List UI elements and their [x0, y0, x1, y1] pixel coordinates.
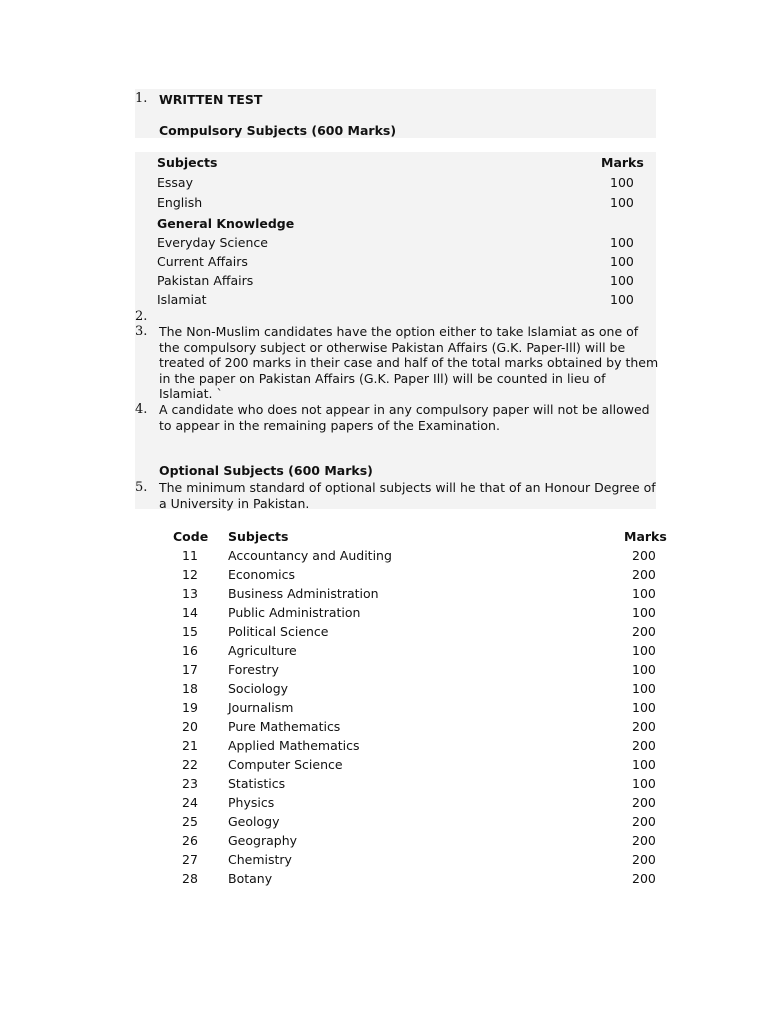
marks-cell: 100 [610, 254, 634, 269]
code-cell: 26 [182, 833, 198, 848]
subject-cell: Pure Mathematics [228, 719, 341, 734]
marks-cell: 200 [632, 852, 656, 867]
subject-cell: Accountancy and Auditing [228, 548, 392, 563]
item-number-4: 4. [135, 402, 148, 417]
marks-cell: 200 [632, 548, 656, 563]
marks-cell: 100 [632, 643, 656, 658]
marks-cell: 200 [632, 624, 656, 639]
subject-cell: Agriculture [228, 643, 297, 658]
code-cell: 11 [182, 548, 198, 563]
subject-cell: Public Administration [228, 605, 361, 620]
code-cell: 25 [182, 814, 198, 829]
compulsory-paper-note: A candidate who does not appear in any compulsory paper will not be allowed to appear in the remaining papers of the Examination. [159, 402, 650, 433]
subject-cell: Economics [228, 567, 296, 582]
non-muslim-note: The Non-Muslim candidates have the option either to take lslamiat as one of the compulsory subject or otherwise Pakistan Affairs (G.K. Paper-Ill) will be treated of 200 marks in their case and half of the total marks obtained by them in the paper on Pakistan Affairs (G.K. Paper Ill) will be counted in lieu of Islamiat. ` [159, 324, 659, 402]
code-cell: 20 [182, 719, 198, 734]
col-header-subjects: Subjects [228, 529, 289, 544]
subject-cell: Essay [157, 175, 193, 190]
subject-cell: Sociology [228, 681, 289, 696]
general-knowledge-heading: General Knowledge [157, 216, 295, 231]
marks-cell: 100 [610, 292, 634, 307]
optional-subjects-heading: Optional Subjects (600 Marks) [159, 463, 373, 478]
subject-cell: Geology [228, 814, 280, 829]
marks-cell: 200 [632, 814, 656, 829]
optional-standard-note: The minimum standard of optional subjects will he that of an Honour Degree of a University in Pakistan. [159, 480, 656, 511]
subject-cell: Current Affairs [157, 254, 248, 269]
marks-cell: 100 [610, 273, 634, 288]
col-header-code: Code [173, 529, 209, 544]
code-cell: 24 [182, 795, 198, 810]
item-number-1: 1. [135, 91, 148, 106]
subject-cell: Physics [228, 795, 275, 810]
code-cell: 18 [182, 681, 198, 696]
marks-cell: 200 [632, 738, 656, 753]
written-test-heading: WRITTEN TEST [159, 92, 263, 107]
code-cell: 14 [182, 605, 198, 620]
code-cell: 16 [182, 643, 198, 658]
marks-cell: 200 [632, 567, 656, 582]
col-header-marks: Marks [601, 155, 644, 170]
subject-cell: Islamiat [157, 292, 207, 307]
code-cell: 23 [182, 776, 198, 791]
marks-cell: 200 [632, 795, 656, 810]
code-cell: 21 [182, 738, 198, 753]
marks-cell: 100 [610, 175, 634, 190]
subject-cell: Botany [228, 871, 273, 886]
code-cell: 17 [182, 662, 198, 677]
subject-cell: Pakistan Affairs [157, 273, 254, 288]
marks-cell: 100 [610, 235, 634, 250]
marks-cell: 100 [632, 757, 656, 772]
item-number-2: 2. [135, 309, 148, 324]
code-cell: 28 [182, 871, 198, 886]
subject-cell: English [157, 195, 203, 210]
subject-cell: Journalism [228, 700, 294, 715]
subject-cell: Applied Mathematics [228, 738, 360, 753]
marks-cell: 100 [632, 586, 656, 601]
subject-cell: Forestry [228, 662, 279, 677]
code-cell: 15 [182, 624, 198, 639]
item-number-3: 3. [135, 324, 148, 339]
marks-cell: 200 [632, 833, 656, 848]
marks-cell: 100 [610, 195, 634, 210]
code-cell: 13 [182, 586, 198, 601]
marks-cell: 200 [632, 719, 656, 734]
item-number-5: 5. [135, 480, 148, 495]
code-cell: 22 [182, 757, 198, 772]
code-cell: 12 [182, 567, 198, 582]
col-header-subjects: Subjects [157, 155, 218, 170]
code-cell: 19 [182, 700, 198, 715]
marks-cell: 100 [632, 776, 656, 791]
subject-cell: Business Administration [228, 586, 379, 601]
subject-cell: Political Science [228, 624, 329, 639]
compulsory-subjects-heading: Compulsory Subjects (600 Marks) [159, 123, 397, 138]
subject-cell: Chemistry [228, 852, 292, 867]
code-cell: 27 [182, 852, 198, 867]
col-header-marks: Marks [624, 529, 667, 544]
marks-cell: 100 [632, 700, 656, 715]
subject-cell: Everyday Science [157, 235, 268, 250]
marks-cell: 100 [632, 605, 656, 620]
marks-cell: 100 [632, 681, 656, 696]
marks-cell: 200 [632, 871, 656, 886]
marks-cell: 100 [632, 662, 656, 677]
subject-cell: Computer Science [228, 757, 343, 772]
subject-cell: Geography [228, 833, 298, 848]
subject-cell: Statistics [228, 776, 286, 791]
